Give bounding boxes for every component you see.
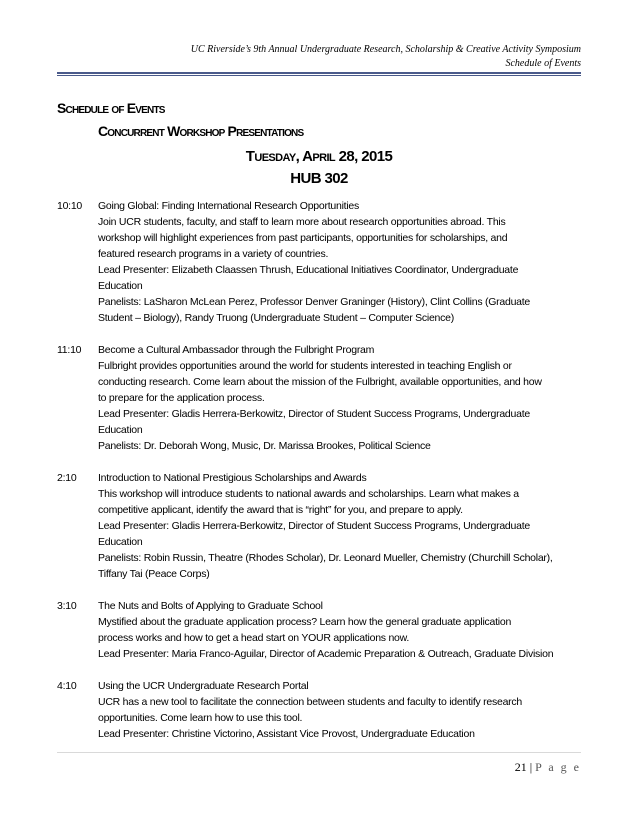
session-text-line: Join UCR students, faculty, and staff to learn more about research opportunities abroad. This: [98, 216, 506, 228]
session-text-line: Education: [98, 424, 143, 436]
session-body: [98, 678, 587, 742]
session-text-line: Lead Presenter: Maria Franco-Aguilar, Director of Academic Preparation & Outreach, Graduate Division: [98, 648, 554, 660]
session-title: Become a Cultural Ambassador through the Fulbright Program: [98, 344, 375, 356]
page-footer: [515, 760, 581, 775]
page-title: Schedule of Events: [57, 100, 165, 116]
session-title: Introduction to National Prestigious Scholarships and Awards: [98, 472, 367, 484]
page-number: 21: [514, 760, 527, 774]
event-date-day: Tuesday, April: [245, 148, 336, 165]
section-subtitle: Concurrent Workshop Presentations: [98, 123, 304, 139]
session-text-line: Mystified about the graduate application process? Learn how the general graduate application: [98, 616, 512, 628]
session-text-line: Education: [98, 536, 143, 548]
session-text-line: Tiffany Tai (Peace Corps): [98, 568, 210, 580]
session-text-line: Panelists: LaSharon McLean Perez, Professor Denver Graninger (History), Clint Collins (Graduate: [98, 296, 531, 308]
session-text-line: Lead Presenter: Gladis Herrera-Berkowitz, Director of Student Success Programs, Undergraduate: [98, 520, 530, 532]
page-label: P a g e: [535, 760, 581, 774]
session-time: 4:10: [57, 680, 77, 692]
session-text-line: Education: [98, 280, 143, 292]
session-item: [57, 470, 587, 582]
session-text-line: Lead Presenter: Christine Victorino, Assistant Vice Provost, Undergraduate Education: [98, 728, 475, 740]
session-body: [98, 342, 587, 454]
session-text-line: conducting research. Come learn about the mission of the Fulbright, available opportunities, and how: [98, 376, 542, 388]
session-body: [98, 470, 587, 582]
session-item: [57, 198, 587, 326]
session-list: [57, 198, 587, 758]
session-text-line: This workshop will introduce students to national awards and scholarships. Learn what makes a: [98, 488, 519, 500]
session-text-line: Student – Biology), Randy Truong (Undergraduate Student – Computer Science): [98, 312, 454, 324]
header-rule: [57, 72, 581, 74]
session-body: [98, 598, 587, 662]
header-rule-thin: [57, 75, 581, 76]
session-title: Going Global: Finding International Research Opportunities: [98, 200, 359, 212]
session-text-line: competitive applicant, identify the award that is “right” for you, and prepare to apply.: [98, 504, 463, 516]
session-time: 2:10: [57, 472, 77, 484]
session-text-line: Lead Presenter: Gladis Herrera-Berkowitz, Director of Student Success Programs, Undergraduate: [98, 408, 530, 420]
session-text-line: Panelists: Robin Russin, Theatre (Rhodes Scholar), Dr. Leonard Mueller, Chemistry (Churchill Scholar),: [98, 552, 553, 564]
event-date: [0, 148, 638, 165]
session-title: The Nuts and Bolts of Applying to Graduate School: [98, 600, 323, 612]
session-title: Using the UCR Undergraduate Research Portal: [98, 680, 309, 692]
running-header-subtitle: Schedule of Events: [505, 58, 581, 69]
session-text-line: to prepare for the application process.: [98, 392, 265, 404]
session-time: 10:10: [57, 200, 83, 212]
footer-rule: [57, 752, 581, 753]
session-item: [57, 342, 587, 454]
running-header-title: UC Riverside’s 9th Annual Undergraduate Research, Scholarship & Creative Activity Symposium: [190, 44, 581, 55]
session-text-line: featured research programs in a variety of countries.: [98, 248, 329, 260]
event-date-rest: 28, 2015: [335, 148, 393, 165]
session-text-line: UCR has a new tool to facilitate the connection between students and faculty to identify research: [98, 696, 523, 708]
event-room: HUB 302: [290, 170, 348, 187]
session-text-line: Fulbright provides opportunities around the world for students interested in teaching English or: [98, 360, 512, 372]
session-text-line: process works and how to get a head start on YOUR applications now.: [98, 632, 410, 644]
session-time: 11:10: [57, 344, 82, 356]
session-text-line: Panelists: Dr. Deborah Wong, Music, Dr. Marissa Brookes, Political Science: [98, 440, 431, 452]
session-time: 3:10: [57, 600, 77, 612]
session-body: [98, 198, 587, 326]
session-item: [57, 598, 587, 662]
session-text-line: Lead Presenter: Elizabeth Claassen Thrush, Educational Initiatives Coordinator, Undergraduate: [98, 264, 519, 276]
session-text-line: workshop will highlight experiences from past participants, opportunities for scholarships, and: [98, 232, 508, 244]
page-separator: |: [526, 760, 536, 774]
session-text-line: opportunities. Come learn how to use this tool.: [98, 712, 303, 724]
session-item: [57, 678, 587, 742]
